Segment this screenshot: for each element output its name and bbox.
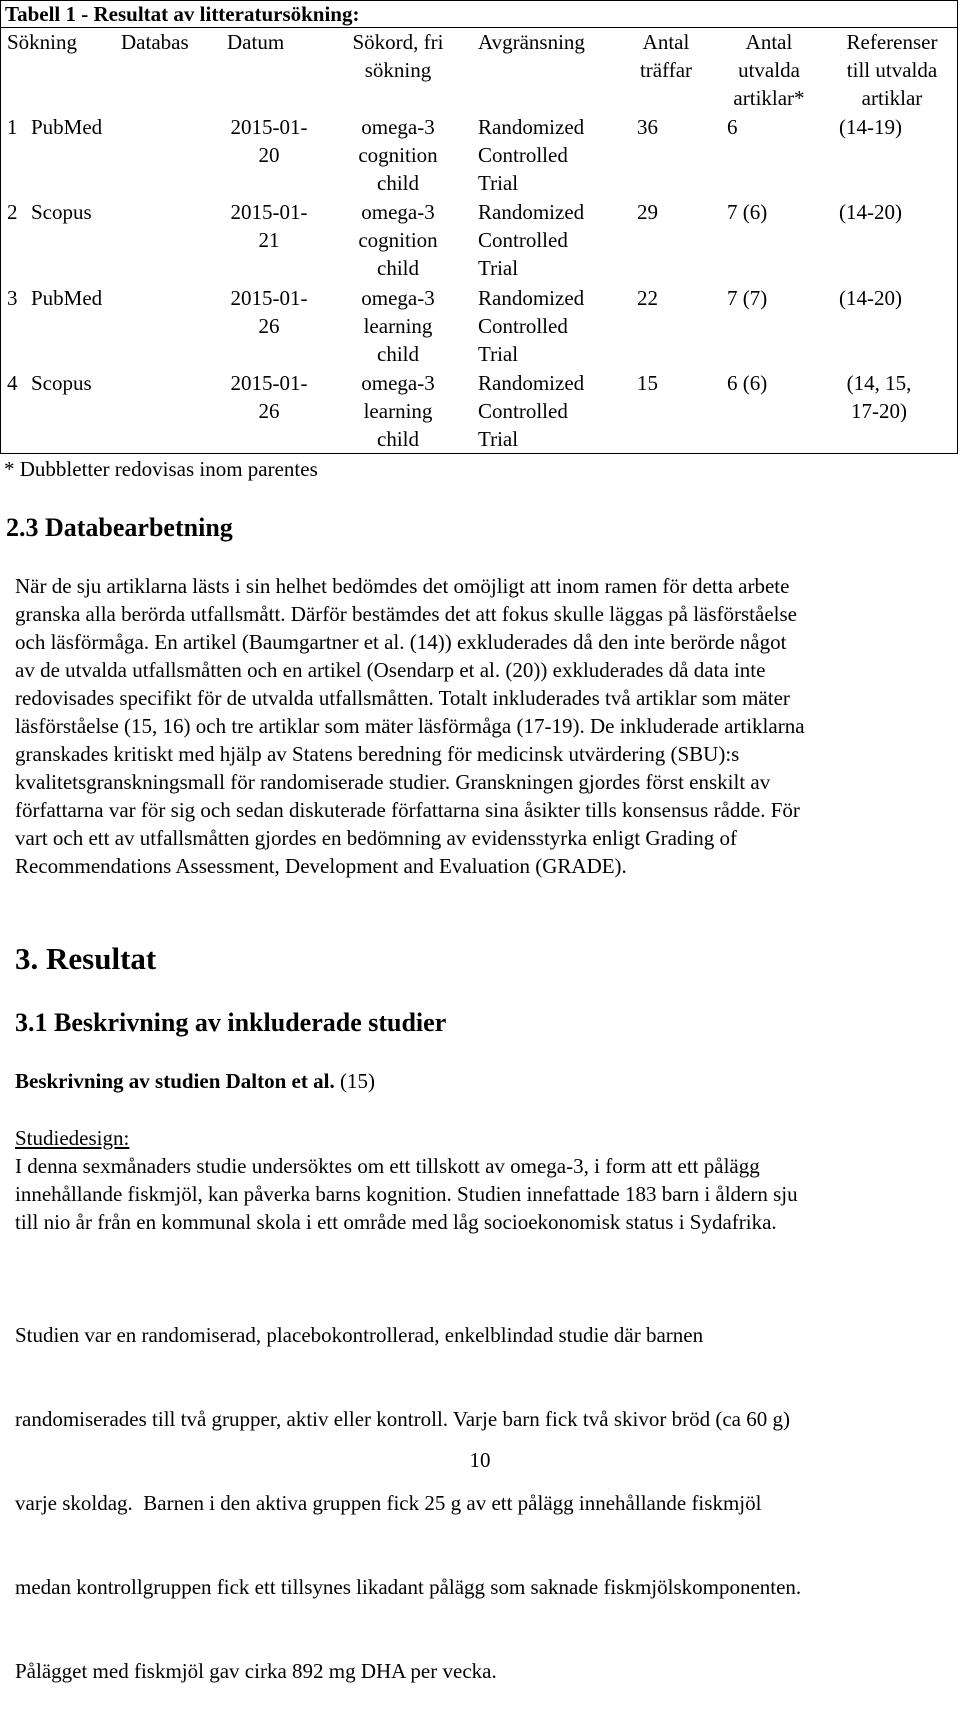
header-antal-traffar: Antal träffar	[639, 30, 693, 82]
row-3-databas: PubMed	[31, 286, 103, 310]
row-4-datum: 2015-01- 26	[230, 371, 308, 423]
row-3-utvalda: 7 (7)	[727, 286, 768, 310]
row-4-utvalda: 6 (6)	[727, 371, 768, 395]
row-3-nr: 3	[7, 286, 18, 310]
row-2-databas: Scopus	[31, 200, 92, 224]
row-3-traffar: 22	[637, 286, 658, 310]
row-1-referenser: (14-19)	[839, 115, 902, 139]
header-sokning: Sökning	[7, 30, 78, 54]
header-sokord: Sökord, fri sökning	[352, 30, 444, 82]
row-1-nr: 1	[7, 115, 18, 139]
row-3-sokord: omega-3 learning child	[361, 286, 435, 366]
study-paragraph-2: Studien var en randomiserad, placebokontrollerad, enkelblindad studie där barnen randomiserades till två grupper, aktiv eller kontroll. Varje barn fick två skivor bröd (ca 60 g) varje skoldag. Barnen i den aktiva gruppen fick 25 g av ett pålägg innehållande fiskmjöl medan kontrollgruppen fick ett tillsynes likadant pålägg som saknade fiskmjölskomponenten. Pålägget med fiskmjöl gav cirka 892 mg DHA per vecka.	[15, 1323, 802, 1683]
row-1-utvalda: 6	[727, 115, 738, 139]
section-heading-databearbetning: 2.3 Databearbetning	[6, 513, 233, 542]
row-2-referenser: (14-20)	[839, 200, 902, 224]
row-2-nr: 2	[7, 200, 18, 224]
row-1-traffar: 36	[637, 115, 658, 139]
row-2-sokord: omega-3 cognition child	[358, 200, 438, 280]
row-2-avgransning: Randomized Controlled Trial	[478, 200, 585, 280]
row-4-referenser: (14, 15, 17-20)	[846, 371, 912, 423]
row-2-traffar: 29	[637, 200, 658, 224]
row-3-datum: 2015-01- 26	[230, 286, 308, 338]
table-title: Tabell 1 - Resultat av litteratursökning:	[0, 0, 958, 28]
row-2-utvalda: 7 (6)	[727, 200, 768, 224]
header-referenser: Referenser till utvalda artiklar	[846, 30, 938, 110]
header-antal-utvalda: Antal utvalda artiklar*	[733, 30, 805, 110]
row-1-avgransning: Randomized Controlled Trial	[478, 115, 585, 195]
row-4-sokord: omega-3 learning child	[361, 371, 435, 451]
row-1-databas: PubMed	[31, 115, 103, 139]
section-heading-beskrivning: 3.1 Beskrivning av inkluderade studier	[15, 1008, 447, 1037]
row-4-avgransning: Randomized Controlled Trial	[478, 371, 585, 451]
section-heading-resultat: 3. Resultat	[15, 941, 157, 976]
study-heading-ref: (15)	[334, 1069, 375, 1093]
row-4-nr: 4	[7, 371, 18, 395]
row-4-databas: Scopus	[31, 371, 92, 395]
header-databas: Databas	[121, 30, 189, 54]
table-footnote: * Dubbletter redovisas inom parentes	[4, 457, 318, 481]
row-2-datum: 2015-01- 21	[230, 200, 308, 252]
row-1-sokord: omega-3 cognition child	[358, 115, 438, 195]
row-3-referenser: (14-20)	[839, 286, 902, 310]
study-paragraph-1: I denna sexmånaders studie undersöktes om ett tillskott av omega-3, i form att ett pålägg innehållande fiskmjöl, kan påverka barns kognition. Studien innefattade 183 barn i åldern sju till nio år från en kommunal skola i ett område med låg socioekonomisk status i Sydafrika.	[15, 1154, 798, 1234]
search-results-table	[0, 27, 958, 454]
row-1-datum: 2015-01- 20	[230, 115, 308, 167]
databearbetning-paragraph: När de sju artiklarna lästs i sin helhet bedömdes det omöjligt att inom ramen för detta arbete granska alla berörda utfallsmått. Därför bestämdes det att fokus skulle läggas på läsförståelse och läsförmåga. En artikel (Baumgartner et al. (14)) exkluderades då den inte berörde något av de utvalda utfallsmåtten och en artikel (Osendarp et al. (20)) exkluderades då data inte redovisades specifikt för de utvalda utfallsmåtten. Totalt inkluderades två artiklar som mäter läsförståelse (15, 16) och tre artiklar som mäter läsförmåga (17-19). De inkluderade artiklarna granskades kritiskt med hjälp av Statens beredning för medicinsk utvärdering (SBU):s kvalitetsgranskningsmall för randomiserade studier. Granskningen gjordes först enskilt av författarna var för sig och sedan diskuterade författarna sina åsikter tills konsensus rådde. För vart och ett av utfallsmåtten gjordes en bedömning av evidensstyrka enligt Grading of Recommendations Assessment, Development and Evaluation (GRADE).	[15, 574, 805, 878]
studiedesign-label: Studiedesign:	[15, 1126, 130, 1150]
header-avgransning: Avgränsning	[478, 30, 585, 54]
row-4-traffar: 15	[637, 371, 658, 395]
page-number: 10	[469, 1448, 491, 1472]
header-datum: Datum	[227, 30, 285, 54]
study-heading-title: Beskrivning av studien Dalton et al.	[15, 1069, 335, 1093]
study-heading	[15, 1067, 375, 1095]
row-3-avgransning: Randomized Controlled Trial	[478, 286, 585, 366]
